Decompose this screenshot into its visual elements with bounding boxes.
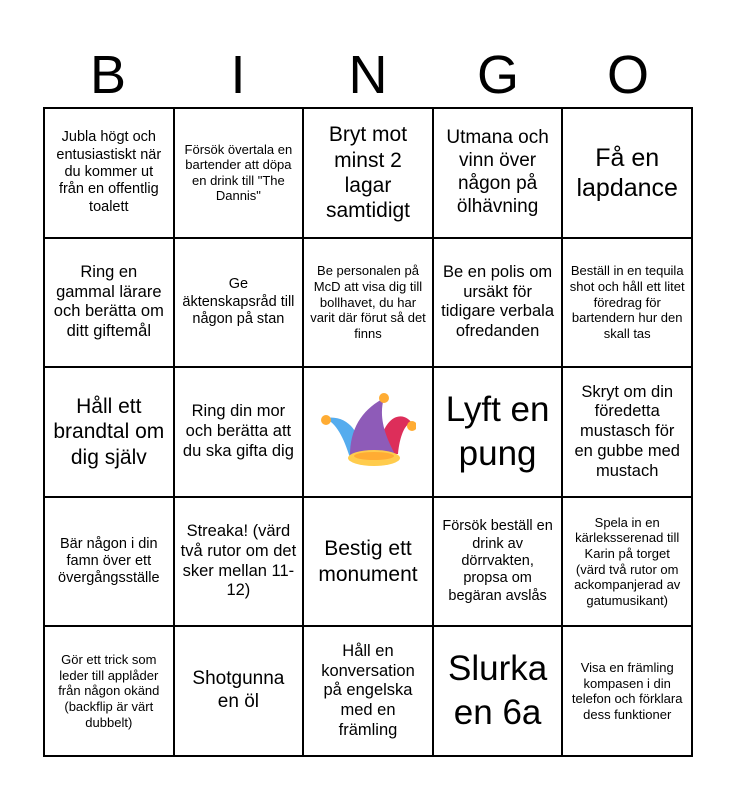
jester-hat-icon	[320, 392, 416, 472]
bingo-cell[interactable]: Jubla högt och entusiastiskt när du kommer ut från en offentlig toalett	[44, 108, 174, 238]
bingo-cell[interactable]: Ring din mor och berätta att du ska gifta dig	[174, 367, 304, 497]
bingo-cell[interactable]: Bär någon i din famn över ett övergångsställe	[44, 497, 174, 627]
free-space-cell[interactable]	[303, 367, 433, 497]
bingo-cell[interactable]: Skryt om din föredetta mustasch för en gubbe med mustach	[562, 367, 692, 497]
bingo-cell[interactable]: Spela in en kärleksserenad till Karin på torget (värd två rutor om ackompanjerad av gatumusikant)	[562, 497, 692, 627]
bingo-cell[interactable]: Bryt mot minst 2 lagar samtidigt	[303, 108, 433, 238]
bingo-cell[interactable]: Gör ett trick som leder till applåder från någon okänd (backflip är värt dubbelt)	[44, 626, 174, 756]
bingo-cell[interactable]: Shotgunna en öl	[174, 626, 304, 756]
bingo-cell[interactable]: Få en lapdance	[562, 108, 692, 238]
bingo-cell[interactable]: Försök beställ en drink av dörrvakten, propsa om begäran avslås	[433, 497, 563, 627]
bingo-header	[43, 44, 693, 106]
bingo-cell[interactable]: Beställ in en tequila shot och håll ett litet föredrag för bartendern hur den skall tas	[562, 238, 692, 368]
header-letter-b: B	[89, 45, 127, 105]
bingo-cell[interactable]: Håll en konversation på engelska med en främling	[303, 626, 433, 756]
bingo-cell[interactable]: Slurka en 6a	[433, 626, 563, 756]
bingo-cell[interactable]: Be personalen på McD att visa dig till bollhavet, du har varit där förut så det finns	[303, 238, 433, 368]
header-letter-n: N	[348, 45, 388, 105]
bingo-cell[interactable]: Försök övertala en bartender att döpa en drink till "The Dannis"	[174, 108, 304, 238]
bingo-grid	[43, 107, 693, 757]
bingo-cell[interactable]: Bestig ett monument	[303, 497, 433, 627]
bingo-cell[interactable]: Be en polis om ursäkt för tidigare verbala ofredanden	[433, 238, 563, 368]
bingo-cell[interactable]: Håll ett brandtal om dig själv	[44, 367, 174, 497]
bingo-cell[interactable]: Ge äktenskapsråd till någon på stan	[174, 238, 304, 368]
header-letter-i: I	[230, 45, 246, 105]
bingo-cell[interactable]: Lyft en pung	[433, 367, 563, 497]
bingo-cell[interactable]: Streaka! (värd två rutor om det sker mellan 11-12)	[174, 497, 304, 627]
bingo-cell[interactable]: Visa en främling kompasen i din telefon och förklara dess funktioner	[562, 626, 692, 756]
header-letter-o: O	[606, 45, 649, 105]
header-letter-g: G	[476, 45, 519, 105]
bingo-cell[interactable]: Utmana och vinn över någon på ölhävning	[433, 108, 563, 238]
bingo-cell[interactable]: Ring en gammal lärare och berätta om ditt giftemål	[44, 238, 174, 368]
